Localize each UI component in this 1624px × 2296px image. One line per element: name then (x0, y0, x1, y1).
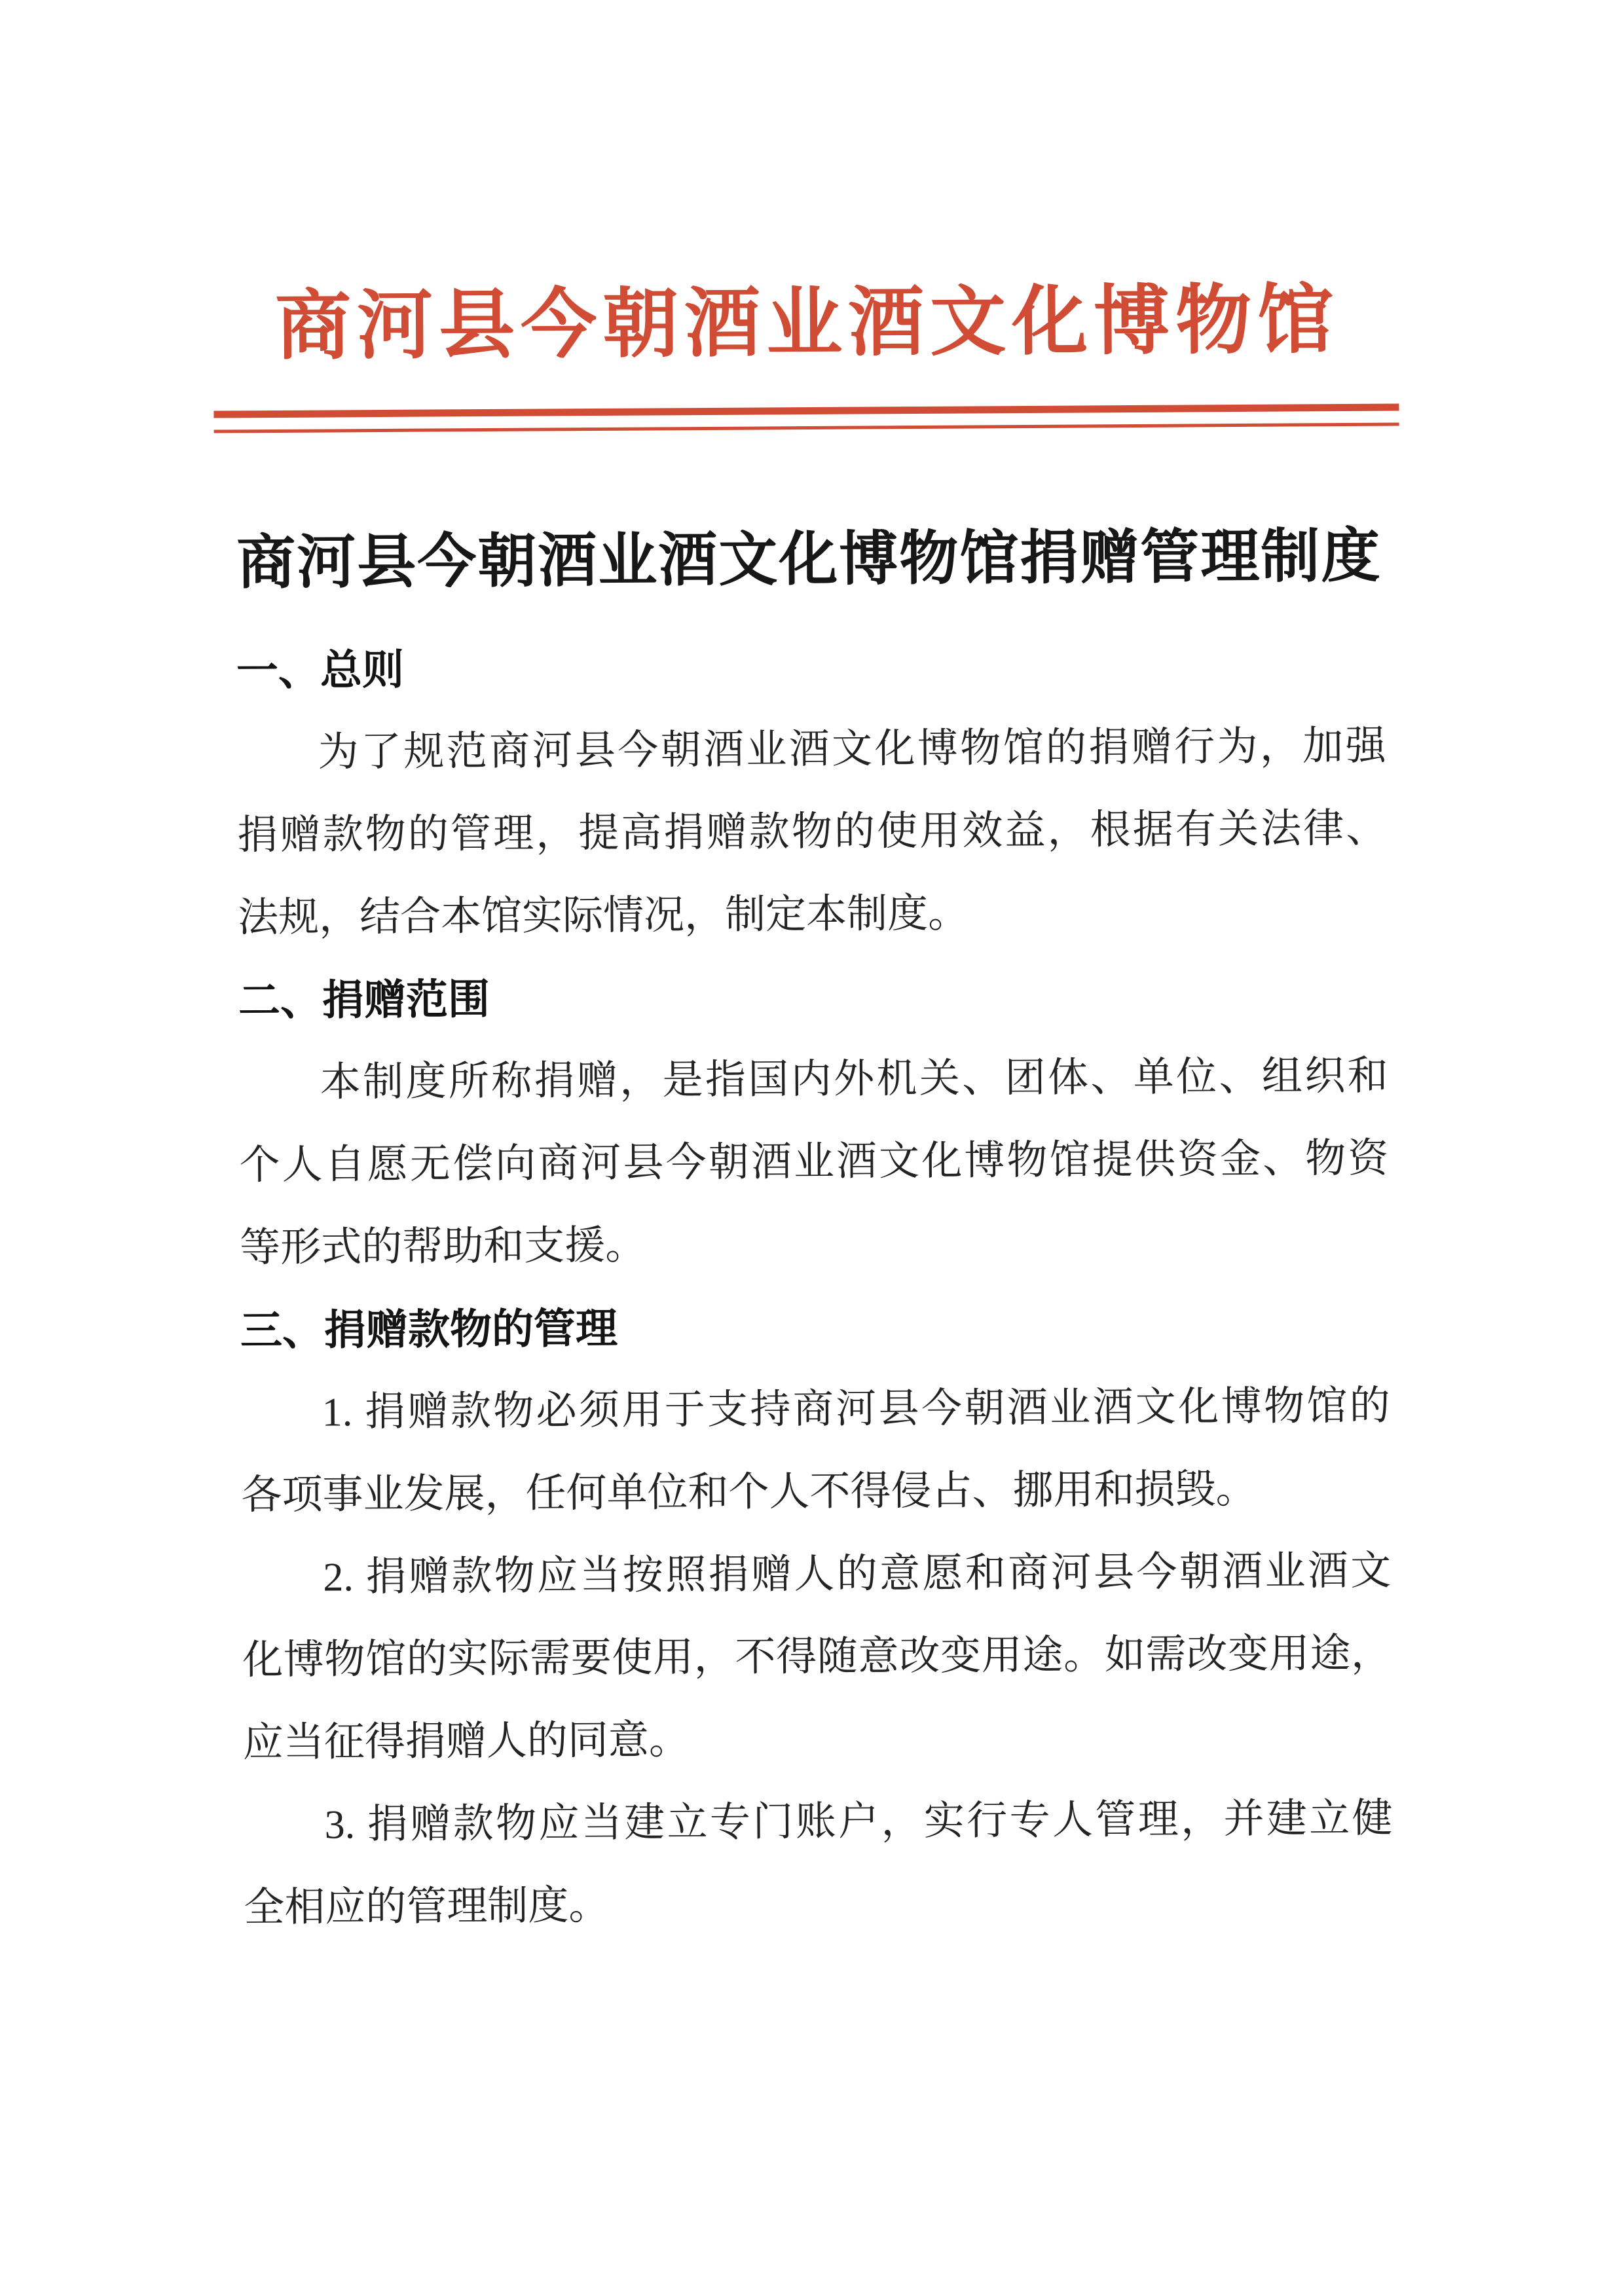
letterhead-rule-thick (213, 404, 1399, 418)
body-line: 1. 捐赠款物必须用于支持商河县今朝酒业酒文化博物馆的 (322, 1383, 1390, 1435)
body-line: 3. 捐赠款物应当建立专门账户，实行专人管理，并建立健 (324, 1796, 1393, 1848)
body-line: 2. 捐赠款物应当按照捐赠人的意愿和商河县今朝酒业酒文 (323, 1548, 1392, 1600)
body-line: 本制度所称捐赠，是指国内外机关、团体、单位、组织和 (320, 1053, 1388, 1105)
body-line: 化博物馆的实际需要使用，不得随意改变用途。如需改变用途， (242, 1631, 1392, 1683)
document-body (236, 623, 1393, 1950)
body-line: 法规，结合本馆实际情况，制定本制度。 (237, 891, 969, 941)
body-line: 全相应的管理制度。 (244, 1883, 610, 1931)
letterhead-rule-thin (214, 423, 1399, 433)
body-line: 为了规范商河县今朝酒业酒文化博物馆的捐赠行为，加强 (318, 723, 1386, 775)
body-line: 捐赠款物的管理，提高捐赠款物的使用效益，根据有关法律、 (237, 806, 1387, 858)
document-title: 商河县今朝酒业酒文化博物馆捐赠管理制度 (236, 524, 1382, 596)
body-line: 个人自愿无偿向商河县今朝酒业酒文化博物馆提供资金、物资 (239, 1136, 1389, 1188)
letterhead-title: 商河县今朝酒业酒文化博物馆 (274, 277, 1340, 369)
section-heading-1: 一、总则 (236, 646, 405, 695)
section-heading-2: 二、捐赠范围 (238, 975, 490, 1025)
section-heading-3: 三、捐赠款物的管理 (240, 1304, 618, 1355)
body-line: 各项事业发展，任何单位和个人不得侵占、挪用和损毁。 (241, 1467, 1257, 1518)
body-line: 应当征得捐赠人的同意。 (242, 1718, 690, 1766)
body-line: 等形式的帮助和支援。 (240, 1223, 646, 1271)
